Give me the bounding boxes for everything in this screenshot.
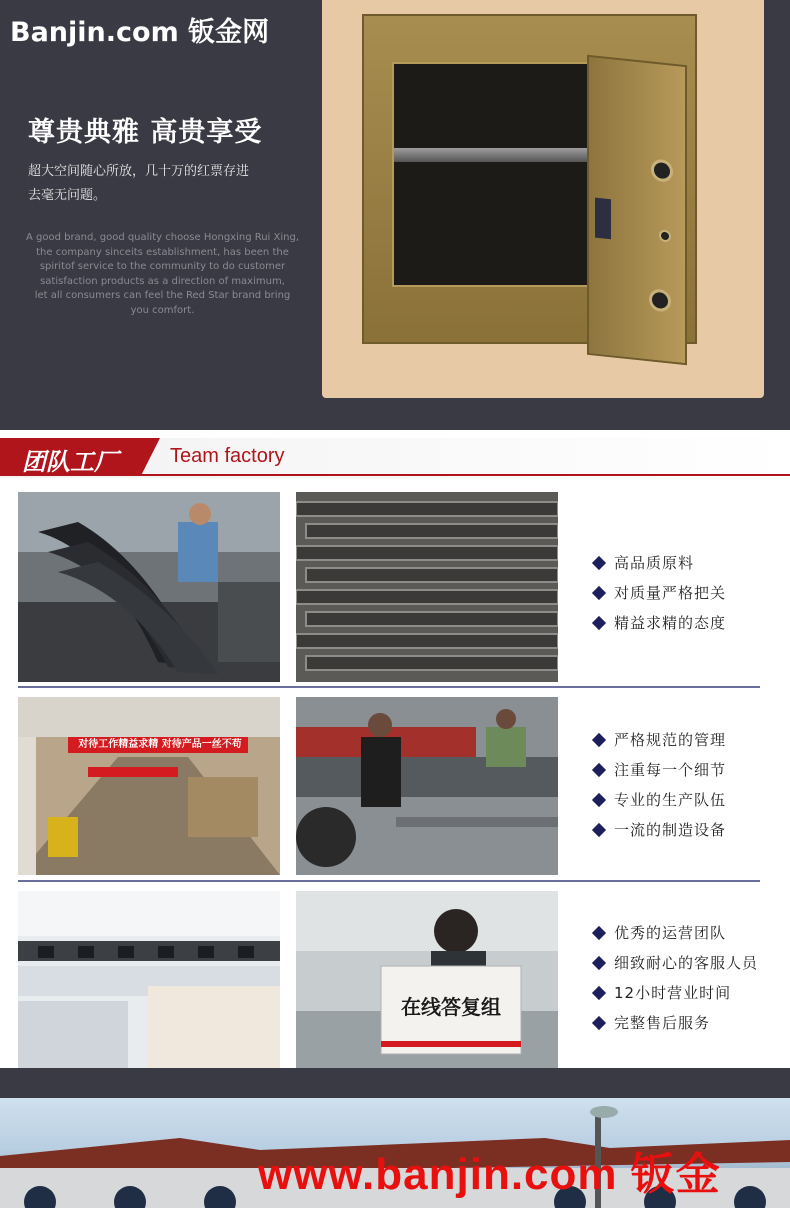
product-image-safe	[322, 0, 764, 398]
hero-english-line: satisfaction products as a direction of maximum,	[40, 275, 285, 287]
safe-door	[587, 55, 687, 366]
hero-title: 尊贵典雅 高贵享受	[28, 117, 263, 148]
list-item	[592, 815, 726, 845]
diamond-bullet-icon	[592, 956, 606, 970]
key-slot	[595, 198, 611, 240]
hero-english-line: A good brand, good quality choose Hongxing Rui Xing,	[25, 232, 300, 243]
list-item-label: 专业的生产队伍	[614, 791, 727, 809]
photo-machinery	[296, 697, 558, 875]
section-underline	[140, 474, 790, 476]
diamond-bullet-icon	[592, 586, 606, 600]
diamond-bullet-icon	[592, 926, 606, 940]
bottom-dark-band	[0, 1068, 790, 1098]
list-item-label: 12小时营业时间	[614, 984, 732, 1002]
feature-list-materials	[592, 548, 726, 638]
feature-list-management	[592, 725, 726, 845]
list-item-label: 高品质原料	[614, 554, 695, 572]
list-item-label: 细致耐心的客服人员	[614, 954, 759, 972]
list-item-label: 严格规范的管理	[614, 731, 727, 749]
hero-english-line: let all consumers can feel the Red Star brand bring	[34, 290, 291, 301]
diamond-bullet-icon	[592, 763, 606, 777]
photo-steel-sheets	[296, 492, 558, 682]
photo-workshop-panels	[18, 492, 280, 682]
dial-knob-icon	[651, 158, 673, 182]
section-header	[0, 438, 790, 478]
feature-list-service	[592, 918, 758, 1038]
hero-subtitle-line: 去毫无问题。	[28, 188, 107, 203]
list-item	[592, 578, 726, 608]
list-item	[592, 948, 758, 978]
diamond-bullet-icon	[592, 1016, 606, 1030]
photo-support-desk	[296, 891, 558, 1068]
hero-english-line: spiritof service to the community to do customer	[39, 261, 286, 272]
dial-knob-icon	[649, 288, 671, 312]
factory-slogan-banner: 对待工作精益求精 对待产品一丝不苟	[78, 739, 242, 750]
hero-banner	[0, 0, 790, 430]
diamond-bullet-icon	[592, 823, 606, 837]
diamond-bullet-icon	[592, 733, 606, 747]
section-title-en: Team factory	[170, 445, 285, 467]
diamond-bullet-icon	[592, 793, 606, 807]
hero-subtitle-line: 超大空间随心所放，几十万的红票存进	[28, 164, 250, 179]
diamond-bullet-icon	[592, 556, 606, 570]
diamond-bullet-icon	[592, 986, 606, 1000]
list-item	[592, 725, 726, 755]
row-divider	[18, 686, 760, 688]
keyhole-icon	[659, 229, 671, 242]
list-item	[592, 978, 758, 1008]
list-item	[592, 918, 758, 948]
list-item-label: 注重每一个细节	[614, 761, 727, 779]
list-item	[592, 755, 726, 785]
hero-english-line: you comfort.	[130, 304, 195, 316]
list-item-label: 对质量严格把关	[614, 584, 727, 602]
list-item-label: 精益求精的态度	[614, 614, 727, 632]
list-item-label: 完整售后服务	[614, 1014, 711, 1032]
list-item-label: 优秀的运营团队	[614, 924, 727, 942]
list-item	[592, 548, 726, 578]
photo-factory-floor	[18, 697, 280, 875]
photo-office	[18, 891, 280, 1068]
hero-subtitle	[28, 160, 298, 208]
hero-english-line: the company sinceits establishment, has been the	[36, 246, 289, 258]
section-title-cn: 团队工厂	[22, 448, 118, 476]
row-divider	[18, 880, 760, 882]
support-sign: 在线答复组	[401, 995, 501, 1019]
brand-logo[interactable]: Banjin.com 钣金网	[10, 17, 270, 48]
list-item-label: 一流的制造设备	[614, 821, 727, 839]
list-item	[592, 608, 726, 638]
watermark-url: www.banjin.com 钣金	[258, 1150, 721, 1199]
diamond-bullet-icon	[592, 616, 606, 630]
list-item	[592, 1008, 758, 1038]
hero-english-text	[20, 231, 305, 318]
list-item	[592, 785, 726, 815]
